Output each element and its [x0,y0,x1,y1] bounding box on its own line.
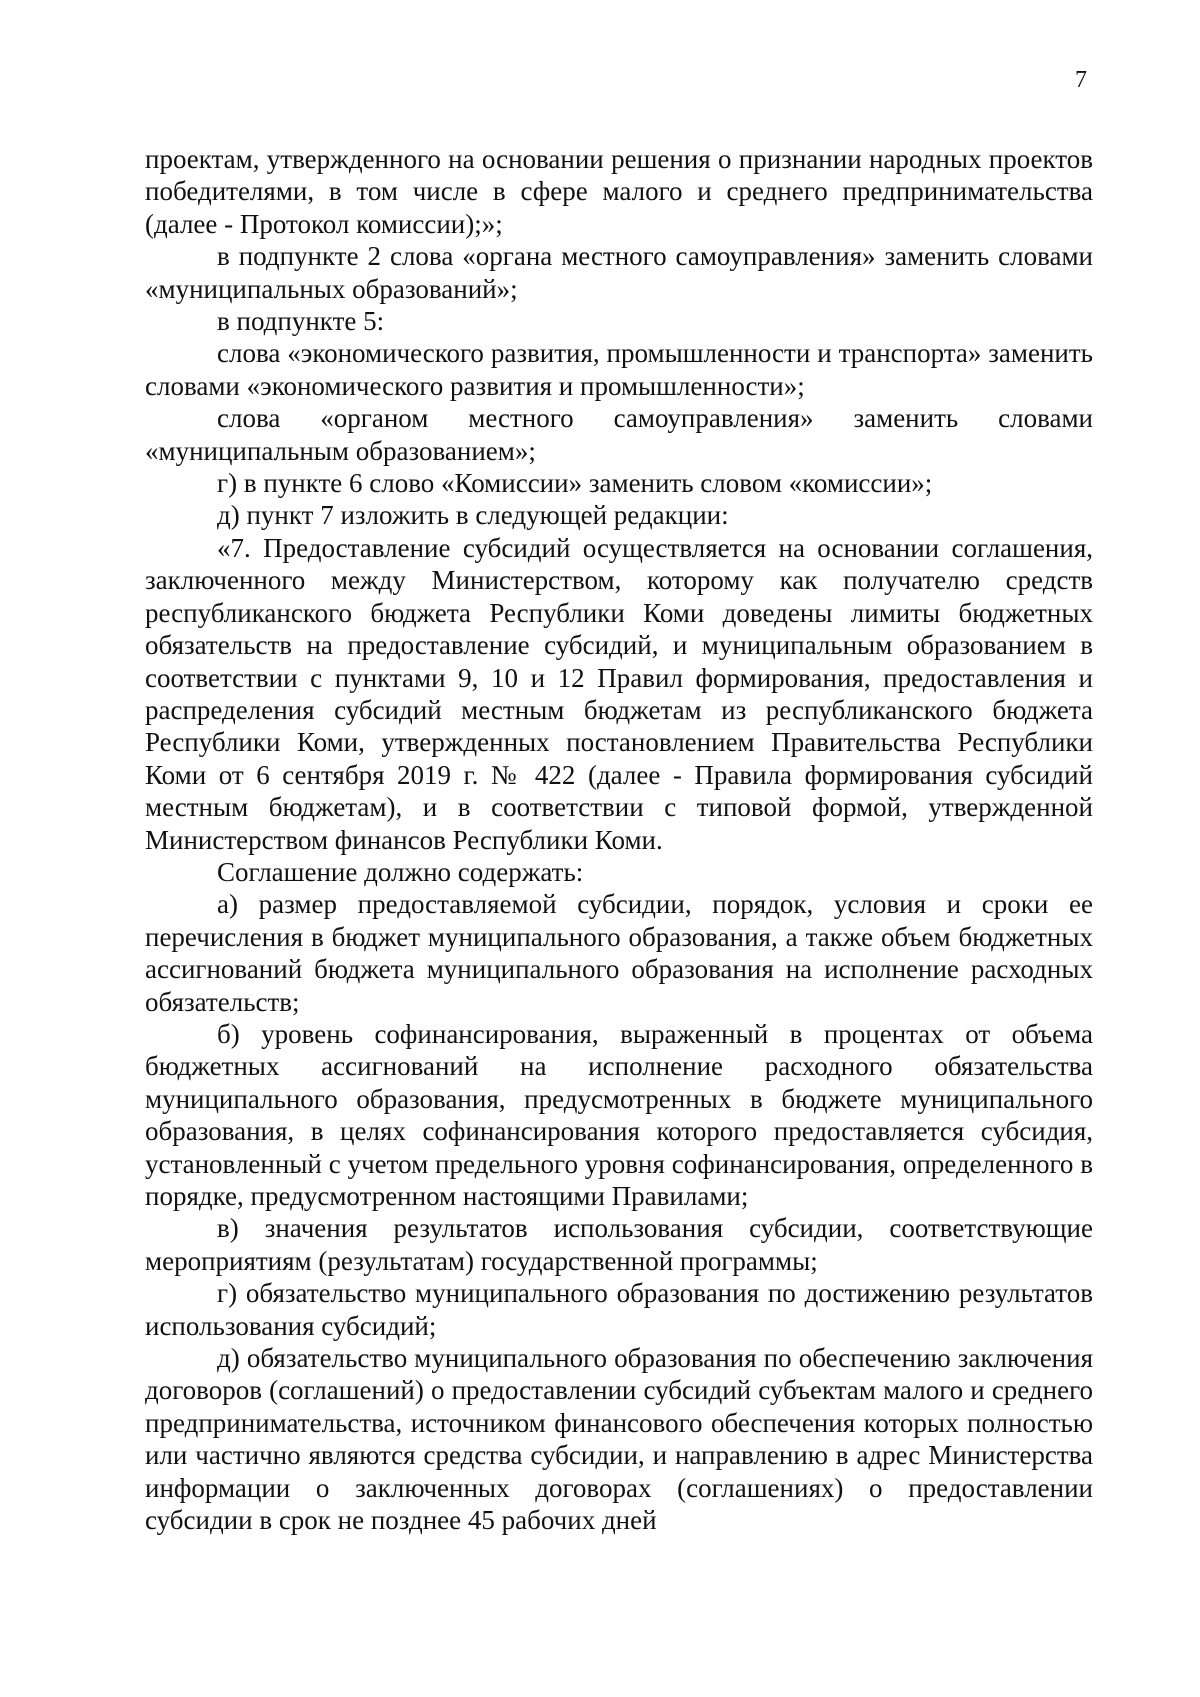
page-number: 7 [1075,67,1087,93]
paragraph: проектам, утвержденного на основании решения о признании народных проектов победителями, в том числе в сфере малого и среднего предпринимательства (далее - Протокол комиссии);»; [145,144,1093,239]
paragraph: Соглашение должно содержать: [217,856,584,887]
paragraph: д) обязательство муниципального образования по обеспечению заключения договоров (соглашений) о предоставлении субсидий субъектам малого и среднего предпринимательства, источником финансового обеспечения которых полностью или частично являются средства субсидии, и направлению в адрес Министерства информации о заключенных договорах (соглашениях) о предоставлении субсидии в срок не позднее 45 рабочих дней [145,1343,1093,1536]
paragraph: слова «органом местного самоуправления» заменить словами «муниципальным образованием»; [145,403,1093,466]
paragraph: а) размер предоставляемой субсидии, порядок, условия и сроки ее перечисления в бюджет муниципального образования, а также объем бюджетных ассигнований бюджета муниципального образования на исполнение расходных обязательств; [145,889,1093,1017]
paragraph: слова «экономического развития, промышленности и транспорта» заменить словами «экономического развития и промышленности»; [145,338,1093,401]
paragraph: г) в пункте 6 слово «Комиссии» заменить словом «комиссии»; [217,468,933,499]
paragraph: г) обязательство муниципального образования по достижению результатов использования субсидий; [145,1278,1093,1341]
paragraph: д) пункт 7 изложить в следующей редакции: [217,500,729,531]
paragraph: в подпункте 5: [217,306,385,337]
paragraph: б) уровень софинансирования, выраженный в процентах от объема бюджетных ассигнований на исполнение расходного обязательства муниципального образования, предусмотренных в бюджете муниципального образования, в целях софинансирования которого предоставляется субсидия, установленный с учетом предельного уровня софинансирования, определенного в порядке, предусмотренном настоящими Правилами; [145,1018,1093,1211]
paragraph: «7. Предоставление субсидий осуществляется на основании соглашения, заключенного между Министерством, которому как получателю средств республиканского бюджета Республики Коми доведены лимиты бюджетных обязательств на предоставление субсидий, и муниципальным образованием в соответствии с пунктами 9, 10 и 12 Правил формирования, предоставления и распределения субсидий местным бюджетам из республиканского бюджета Республики Коми, утвержденных постановлением Правительства Республики Коми от 6 сентября 2019 г. № 422 (далее - Правила формирования субсидий местным бюджетам), и в соответствии с типовой формой, утвержденной Министерством финансов Республики Коми. [145,532,1093,855]
paragraph: в подпункте 2 слова «органа местного самоуправления» заменить словами «муниципальных образований»; [145,241,1093,304]
paragraph: в) значения результатов использования субсидии, соответствующие мероприятиям (результатам) государственной программы; [145,1213,1093,1276]
document-body [145,143,1093,1536]
